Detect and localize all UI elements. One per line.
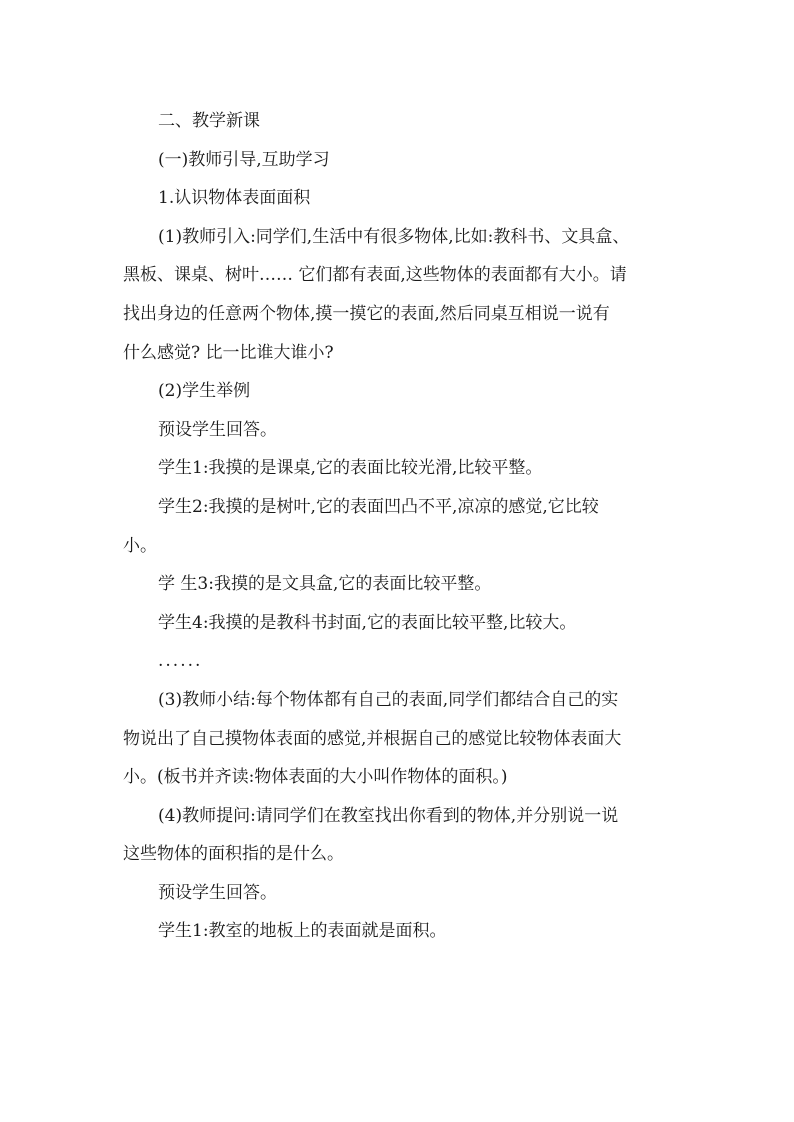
student-answer: 学生2:我摸的是树叶,它的表面凹凸不平,凉凉的感觉,它比较 [158, 496, 599, 517]
paragraph-line: (3)教师小结:每个物体都有自己的表面,同学们都结合自己的实 [158, 689, 619, 710]
paragraph-line: 什么感觉? 比一比谁大谁小? [123, 342, 334, 363]
subsection-heading: (一)教师引导,互助学习 [158, 149, 330, 170]
ellipsis-line: ...... [158, 651, 203, 672]
paragraph-line: 预设学生回答。 [158, 882, 277, 903]
paragraph-line: (1)教师引入:同学们,生活中有很多物体,比如:教科书、文具盒、 [158, 226, 630, 247]
student-answer: 学 生3:我摸的是文具盒,它的表面比较平整。 [158, 574, 492, 595]
paragraph-line: (4)教师提问:请同学们在教室找出你看到的物体,并分别说一说 [158, 805, 619, 826]
student-answer: 学生4:我摸的是教科书封面,它的表面比较平整,比较大。 [158, 612, 577, 633]
student-answer: 学生1:教室的地板上的表面就是面积。 [158, 921, 447, 942]
paragraph-line: 小。 [123, 535, 157, 556]
paragraph-line: 物说出了自己摸物体表面的感觉,并根据自己的感觉比较物体表面大 [123, 728, 622, 749]
document-body [123, 102, 683, 951]
step-heading: (2)学生举例 [158, 381, 251, 402]
paragraph-line: 预设学生回答。 [158, 419, 277, 440]
paragraph-line: 小。(板书并齐读:物体表面的大小叫作物体的面积。) [123, 767, 508, 788]
student-answer: 学生1:我摸的是课桌,它的表面比较光滑,比较平整。 [158, 458, 543, 479]
paragraph-line: 找出身边的任意两个物体,摸一摸它的表面,然后同桌互相说一说有 [123, 303, 610, 324]
topic-heading: 1.认识物体表面面积 [158, 188, 311, 209]
section-heading: 二、教学新课 [158, 111, 260, 131]
paragraph-line: 这些物体的面积指的是什么。 [123, 844, 344, 865]
paragraph-line: 黑板、课桌、树叶…… 它们都有表面,这些物体的表面都有大小。请 [123, 265, 627, 286]
